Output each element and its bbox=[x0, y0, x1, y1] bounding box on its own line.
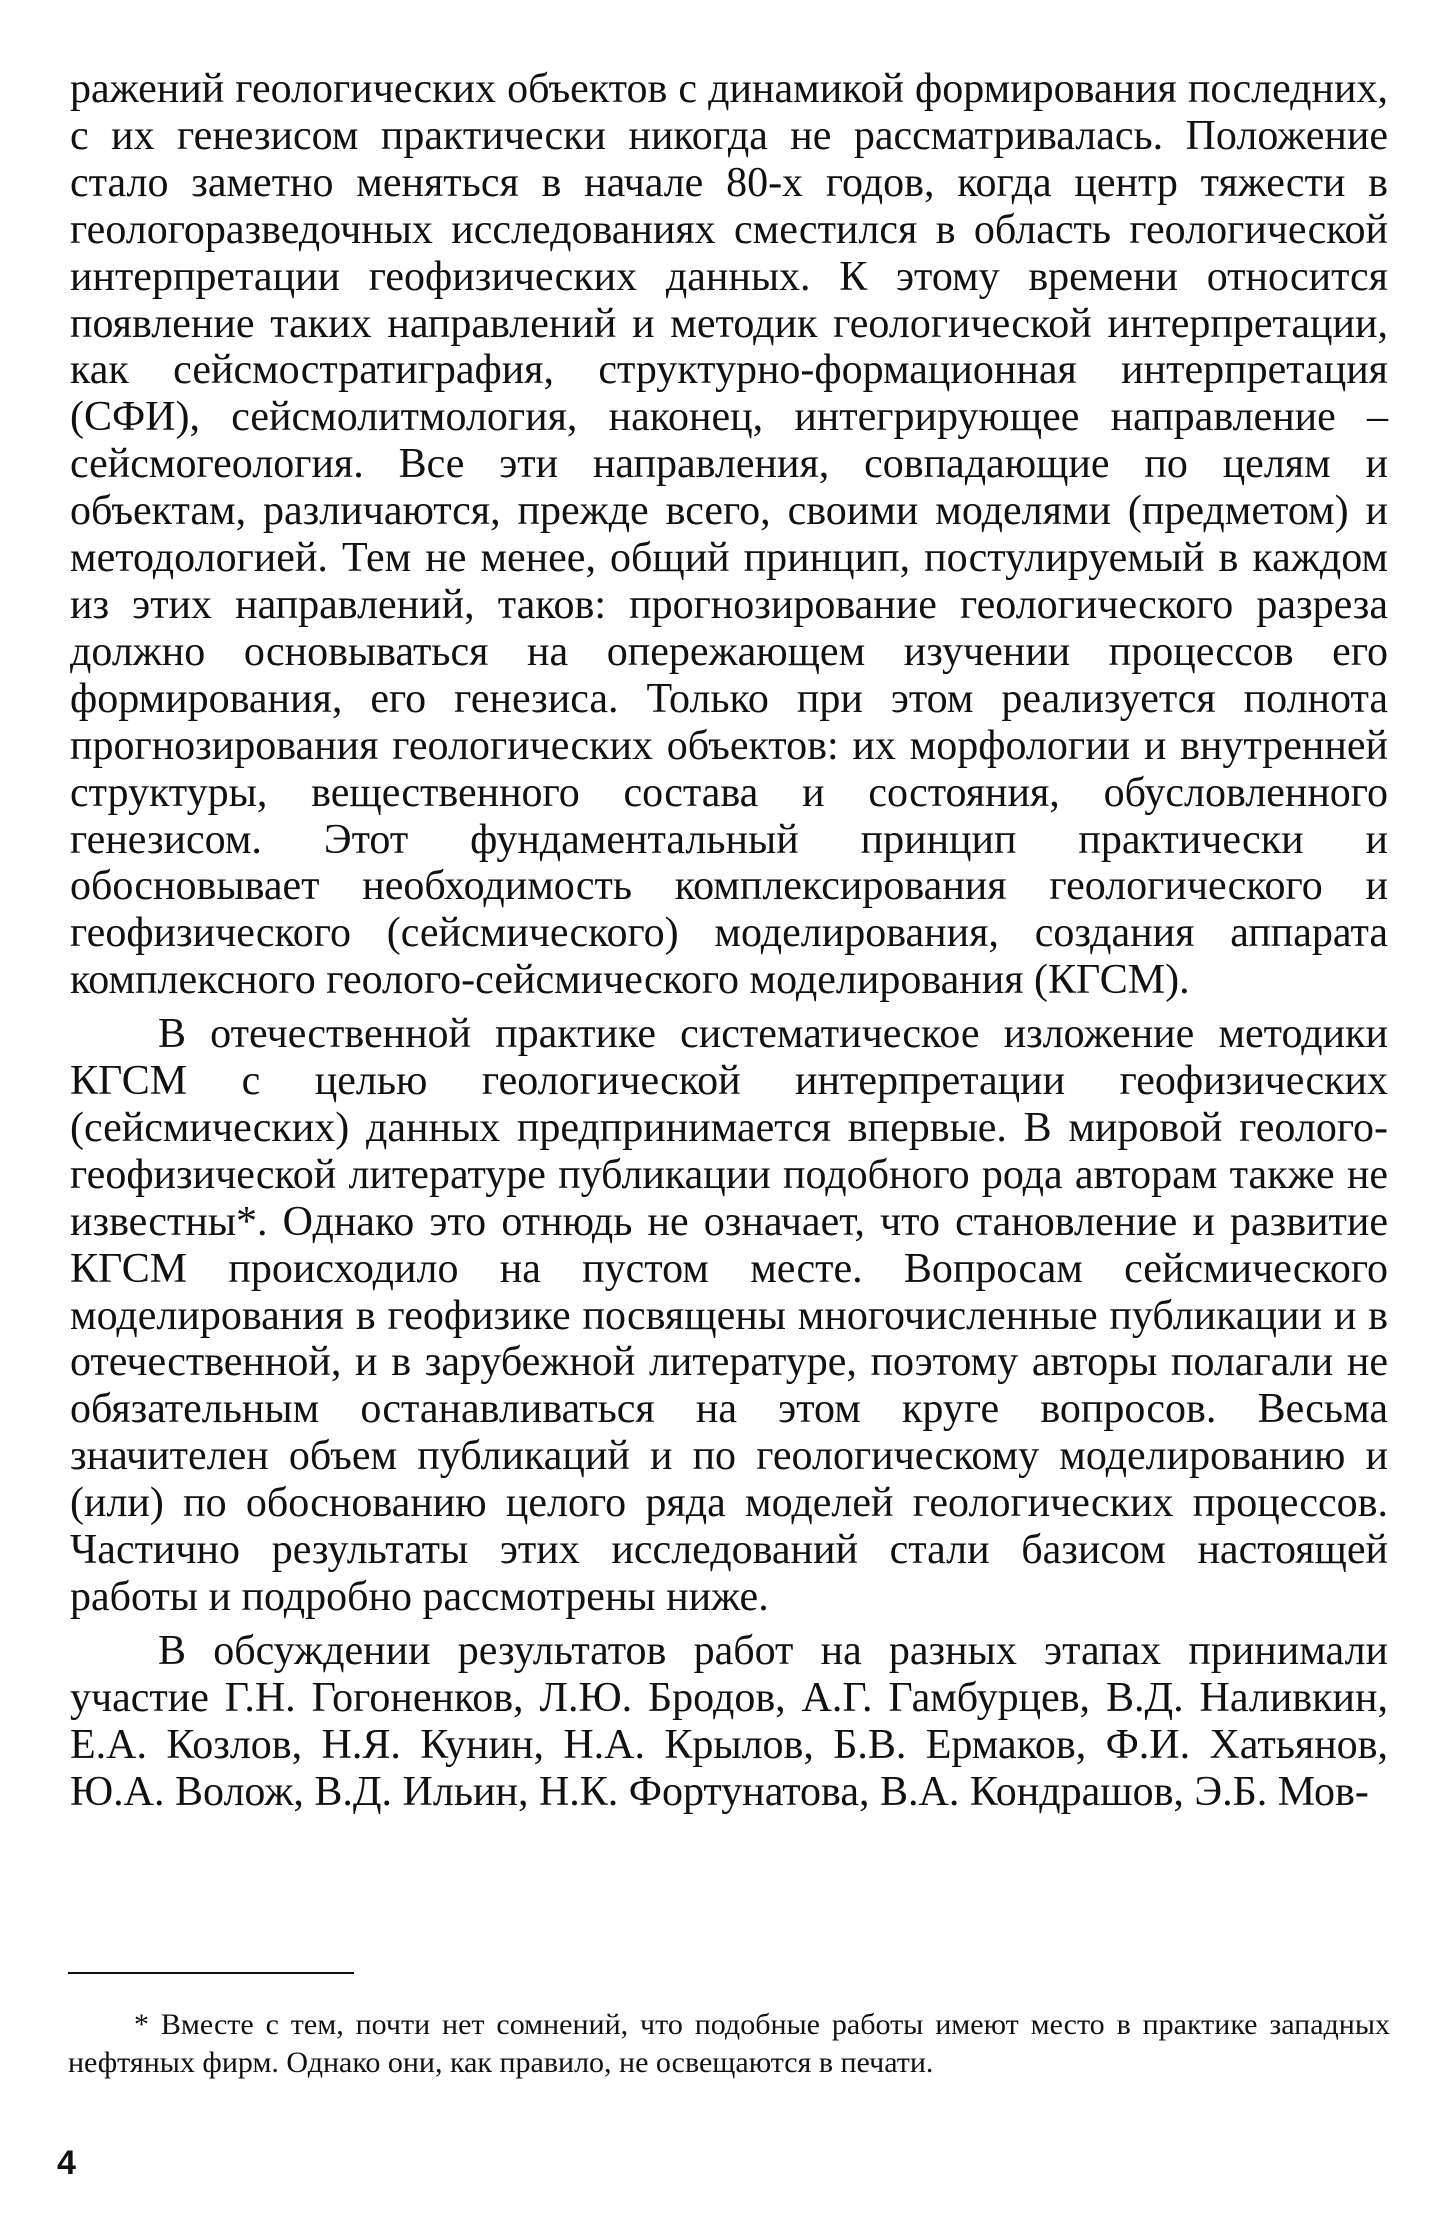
footnote: * Вместе с тем, почти нет сомнений, что подобные работы имеют место в практике западных нефтяных фирм. Однако они, как правило, не освещаются в печати. bbox=[68, 2008, 1390, 2079]
page-body bbox=[70, 66, 1388, 1816]
page-number: 4 bbox=[57, 2144, 76, 2182]
body-paragraph-3: В обсуждении результатов работ на разных этапах принимали участие Г.Н. Гогоненков, Л.Ю. Бродов, А.Г. Гамбурцев, В.Д. Наливкин, Е.А. Козлов, Н.Я. Кунин, Н.А. Крылов, Б.В. Ермаков, Ф.И. Хатьянов, Ю.А. Волож, В.Д. Ильин, Н.К. Фортунатова, В.А. Кондрашов, Э.Б. Мов- bbox=[70, 1627, 1388, 1815]
footnote-divider bbox=[68, 1972, 354, 1974]
body-paragraph-2: В отечественной практике систематическое изложение методики КГСМ с целью геологической интерпретации геофизических (сейсмических) данных предпринимается впервые. В мировой геолого-геофизической литературе публикации подобного рода авторам также не известны*. Однако это отнюдь не означает, что становление и развитие КГСМ происходило на пустом месте. Вопросам сейсмического моделирования в геофизике посвящены многочисленные публикации и в отечественной, и в зарубежной литературе, поэтому авторы полагали не обязательным останавливаться на этом круге вопросов. Весьма значителен объем публикаций и по геологическому моделированию и (или) по обоснованию целого ряда моделей геологических процессов. Частично результаты этих исследований стали базисом настоящей работы и подробно рассмотрены ниже. bbox=[70, 1011, 1388, 1620]
body-paragraph-1: ражений геологических объектов с динамикой формирования последних, с их генезисом практически никогда не рассматривалась. Положение стало заметно меняться в начале 80-х годов, когда центр тяжести в геологоразведочных исследованиях сместился в область геологической интерпретации геофизических данных. К этому времени относится появление таких направлений и методик геологической интерпретации, как сейсмостратиграфия, структурно-формационная интерпретация (СФИ), сейсмолитмология, наконец, интегрирующее направление – сейсмогеология. Все эти направления, совпадающие по целям и объектам, различаются, прежде всего, своими моделями (предметом) и методологией. Тем не менее, общий принцип, постулируемый в каждом из этих направлений, таков: прогнозирование геологического разреза должно основываться на опережающем изучении процессов его формирования, его генезиса. Только при этом реализуется полнота прогнозирования геологических объектов: их морфологии и внутренней структуры, вещественного состава и состояния, обусловленного генезисом. Этот фундаментальный принцип практически и обосновывает необходимость комплексирования геологического и геофизического (сейсмического) моделирования, создания аппарата комплексного геолого-сейсмического моделирования (КГСМ). bbox=[70, 66, 1388, 1004]
